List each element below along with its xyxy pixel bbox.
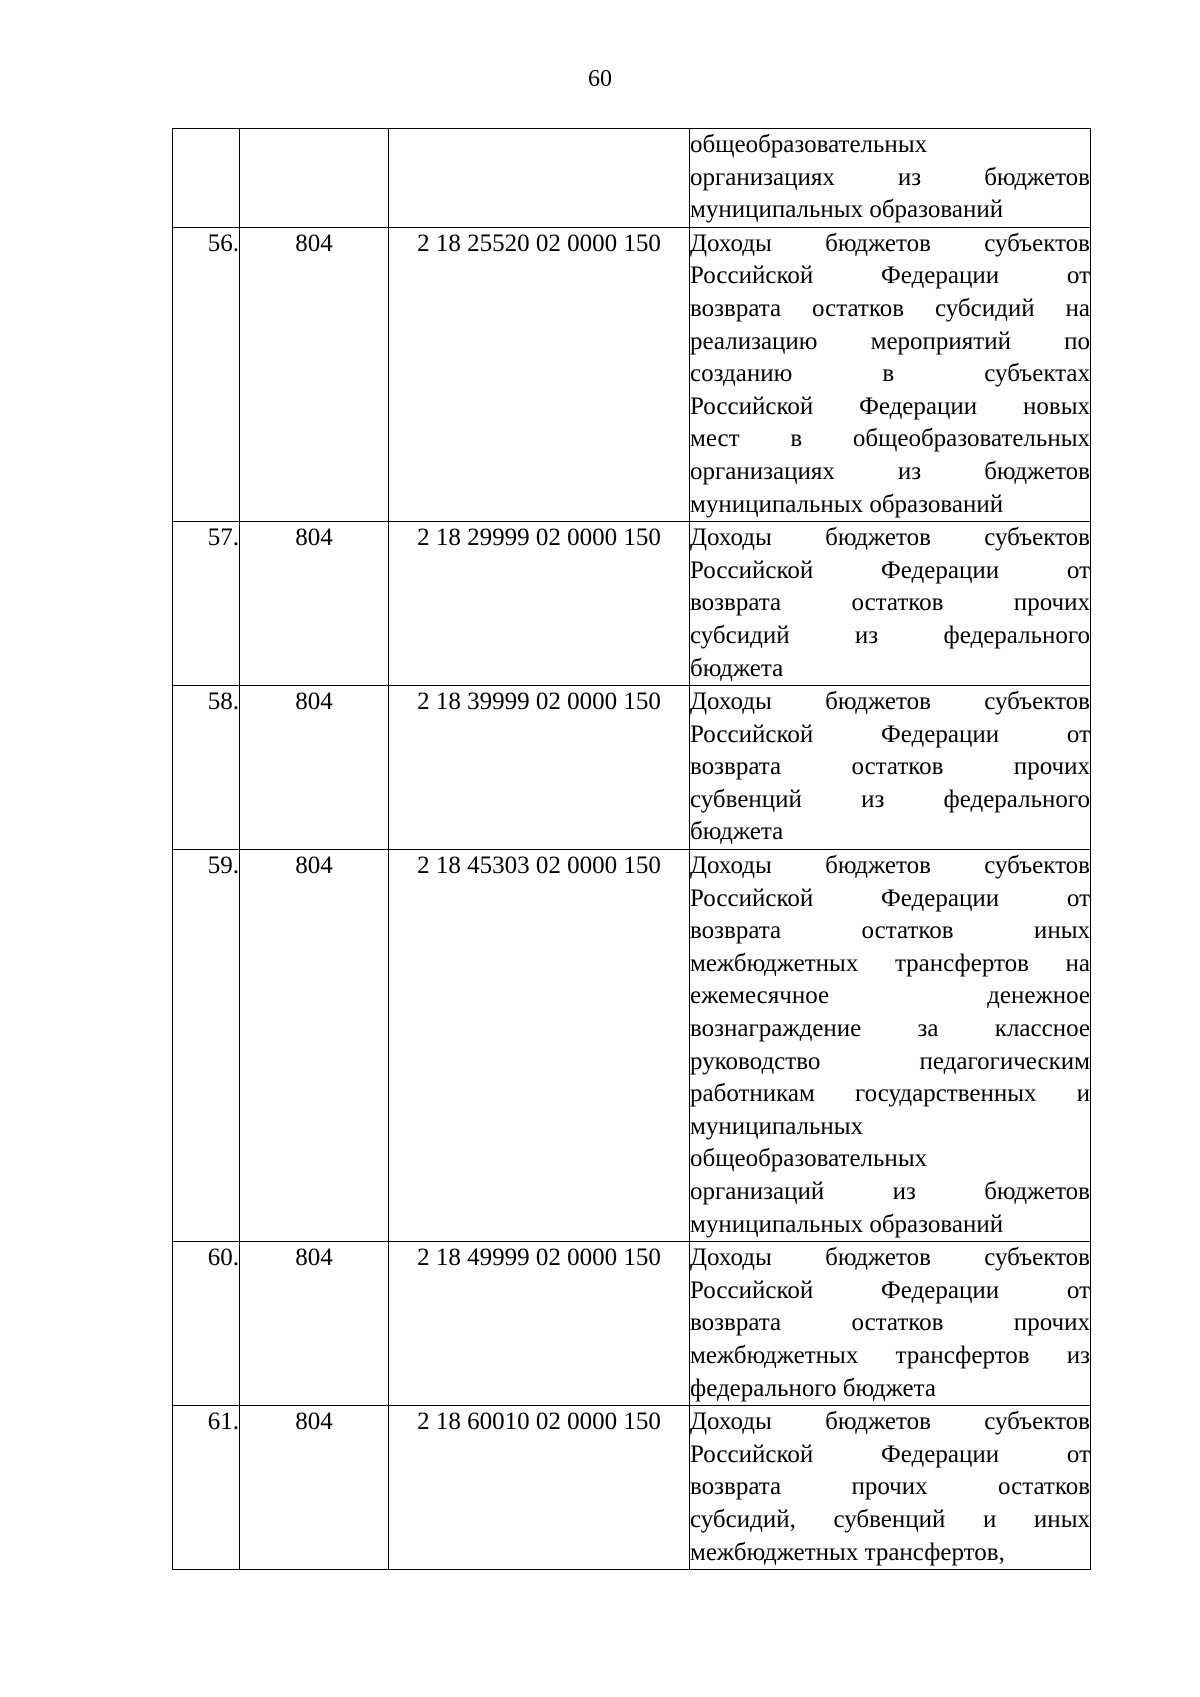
budget-classification-code-cell: 2 18 60010 02 0000 150 xyxy=(389,1406,690,1570)
description-line: межбюджетных трансфертов на xyxy=(690,949,1090,977)
description-line: Российской Федерации от xyxy=(690,556,1090,584)
budget-classification-code-cell: 2 18 25520 02 0000 150 xyxy=(389,227,690,521)
table-row xyxy=(173,129,1091,228)
budget-classification-code-cell: 2 18 29999 02 0000 150 xyxy=(389,522,690,686)
row-number-cell: 61. xyxy=(173,1406,240,1570)
budget-classification-code-cell: 2 18 45303 02 0000 150 xyxy=(389,850,690,1242)
table-row xyxy=(173,850,1091,1242)
description-line: вознаграждение за классное xyxy=(690,1015,1090,1043)
admin-code-cell: 804 xyxy=(240,522,389,686)
description-line: субсидий, субвенций и иных xyxy=(690,1505,1090,1533)
description-line: организациях из бюджетов xyxy=(690,163,1090,191)
table-row xyxy=(173,1242,1091,1406)
description-line: возврата прочих остатков xyxy=(690,1473,1090,1501)
income-description-cell xyxy=(690,850,1091,1242)
page-number: 60 xyxy=(588,66,612,92)
admin-code-cell: 804 xyxy=(240,227,389,521)
table-row xyxy=(173,522,1091,686)
description-line: Российской Федерации от xyxy=(690,720,1090,748)
budget-classification-code-cell xyxy=(389,129,690,228)
description-line: работникам государственных и xyxy=(690,1080,1090,1108)
description-line: муниципальных образований xyxy=(690,196,1004,224)
description-line: межбюджетных трансфертов из xyxy=(690,1341,1090,1369)
description-line: созданию в субъектах xyxy=(690,360,1090,388)
description-line: Доходы бюджетов субъектов xyxy=(690,688,1090,716)
description-line: Доходы бюджетов субъектов xyxy=(690,852,1090,880)
description-line: бюджета xyxy=(690,818,784,846)
row-number-cell: 57. xyxy=(173,522,240,686)
description-line: федерального бюджета xyxy=(690,1374,936,1402)
table-row xyxy=(173,1406,1091,1570)
row-number-cell: 59. xyxy=(173,850,240,1242)
description-line: Российской Федерации от xyxy=(690,1276,1090,1304)
row-number-cell: 58. xyxy=(173,686,240,850)
description-line: муниципальных образований xyxy=(690,1210,1004,1238)
admin-code-cell: 804 xyxy=(240,1406,389,1570)
description-line: возврата остатков прочих xyxy=(690,753,1090,781)
description-line: субсидий из федерального xyxy=(690,621,1090,649)
description-line: муниципальных xyxy=(690,1112,864,1140)
description-line: бюджета xyxy=(690,654,784,682)
row-number-cell: 60. xyxy=(173,1242,240,1406)
table-row xyxy=(173,227,1091,521)
row-number-cell: 56. xyxy=(173,227,240,521)
description-line: межбюджетных трансфертов, xyxy=(690,1538,1005,1566)
description-line: Российской Федерации от xyxy=(690,884,1090,912)
description-line: возврата остатков субсидий на xyxy=(690,294,1090,322)
description-line: реализацию мероприятий по xyxy=(690,327,1090,355)
admin-code-cell xyxy=(240,129,389,228)
budget-classification-code-cell: 2 18 49999 02 0000 150 xyxy=(389,1242,690,1406)
budget-classification-code-cell: 2 18 39999 02 0000 150 xyxy=(389,686,690,850)
description-line: Российской Федерации от xyxy=(690,262,1090,290)
table-body xyxy=(173,129,1091,1570)
description-line: Доходы бюджетов субъектов xyxy=(690,524,1090,552)
row-number-cell xyxy=(173,129,240,228)
description-line: субвенций из федерального xyxy=(690,785,1090,813)
description-line: возврата остатков прочих xyxy=(690,589,1090,617)
income-description-cell xyxy=(690,1406,1091,1570)
description-line: организациях из бюджетов xyxy=(690,457,1090,485)
income-description-cell xyxy=(690,227,1091,521)
description-line: организаций из бюджетов xyxy=(690,1178,1090,1205)
description-line: общеобразовательных xyxy=(690,1145,928,1173)
description-line: Доходы бюджетов субъектов xyxy=(690,1408,1090,1436)
description-line: Доходы бюджетов субъектов xyxy=(690,229,1090,257)
description-line: возврата остатков иных xyxy=(690,917,1090,945)
description-line: Российской Федерации от xyxy=(690,1440,1090,1468)
table-row xyxy=(173,686,1091,850)
description-line: Доходы бюджетов субъектов xyxy=(690,1244,1090,1272)
income-description-cell xyxy=(690,522,1091,686)
admin-code-cell: 804 xyxy=(240,850,389,1242)
income-description-cell xyxy=(690,129,1091,228)
description-line: Российской Федерации новых xyxy=(690,392,1090,420)
description-line: муниципальных образований xyxy=(690,490,1004,518)
income-description-cell xyxy=(690,686,1091,850)
description-line: общеобразовательных xyxy=(690,131,928,158)
admin-code-cell: 804 xyxy=(240,1242,389,1406)
budget-codes-table xyxy=(172,128,1091,1570)
description-line: мест в общеобразовательных xyxy=(690,425,1090,453)
description-line: ежемесячное денежное xyxy=(690,982,1090,1010)
description-line: возврата остатков прочих xyxy=(690,1309,1090,1337)
description-line: руководство педагогическим xyxy=(690,1047,1090,1075)
income-description-cell xyxy=(690,1242,1091,1406)
admin-code-cell: 804 xyxy=(240,686,389,850)
